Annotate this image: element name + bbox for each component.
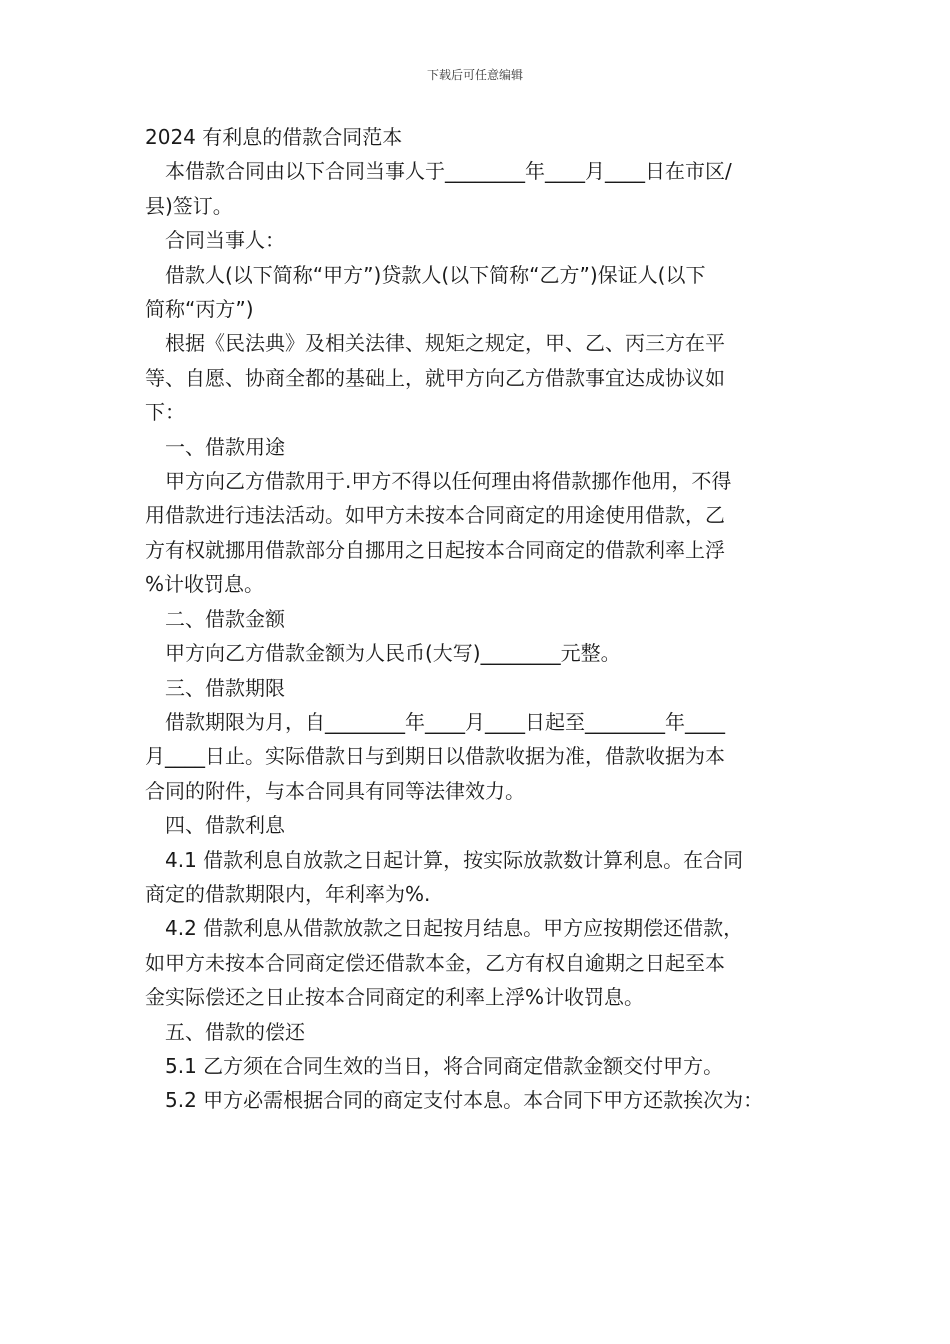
text-line: 合同的附件，与本合同具有同等法律效力。 bbox=[145, 778, 525, 803]
text-line: 甲方向乙方借款用于.甲方不得以任何理由将借款挪作他用，不得 bbox=[145, 469, 732, 494]
text-line: 4.1 借款利息自放款之日起计算，按实际放款数计算利息。在合同 bbox=[145, 847, 744, 872]
text-line: 借款期限为月，自________年____月____日起至________年____ bbox=[145, 709, 725, 734]
text-line: 二、借款金额 bbox=[145, 606, 285, 631]
header-note: 下载后可任意编辑 bbox=[426, 68, 523, 82]
text-line: 县)签订。 bbox=[145, 193, 233, 218]
text-line: 商定的借款期限内，年利率为%. bbox=[145, 881, 431, 906]
document-body bbox=[145, 120, 810, 1118]
text-line: 本借款合同由以下合同当事人于________年____月____日在市区/ bbox=[145, 159, 732, 184]
text-line: 五、借款的偿还 bbox=[145, 1019, 305, 1044]
text-line: 方有权就挪用借款部分自挪用之日起按本合同商定的借款利率上浮 bbox=[145, 537, 725, 562]
document-text bbox=[145, 154, 810, 1117]
text-line: 如甲方未按本合同商定偿还借款本金，乙方有权自逾期之日起至本 bbox=[145, 950, 725, 975]
text-line: %计收罚息。 bbox=[145, 572, 265, 597]
text-line: 三、借款期限 bbox=[145, 675, 285, 700]
text-line: 甲方向乙方借款金额为人民币(大写)________元整。 bbox=[145, 641, 621, 666]
text-line: 月____日止。实际借款日与到期日以借款收据为准，借款收据为本 bbox=[145, 744, 725, 769]
text-line: 用借款进行违法活动。如甲方未按本合同商定的用途使用借款，乙 bbox=[145, 503, 725, 528]
text-line: 下： bbox=[145, 400, 185, 425]
text-line: 等、自愿、协商全都的基础上，就甲方向乙方借款事宜达成协议如 bbox=[145, 365, 725, 390]
text-line: 简称“丙方”) bbox=[145, 297, 254, 322]
document-title: 2024 有利息的借款合同范本 bbox=[145, 125, 403, 149]
text-line: 一、借款用途 bbox=[145, 434, 285, 459]
text-line: 根据《民法典》及相关法律、规矩之规定，甲、乙、丙三方在平 bbox=[145, 331, 725, 356]
text-line: 4.2 借款利息从借款放款之日起按月结息。甲方应按期偿还借款， bbox=[145, 916, 744, 941]
text-line: 借款人(以下简称“甲方”)贷款人(以下简称“乙方”)保证人(以下 bbox=[145, 262, 706, 287]
text-line: 金实际偿还之日止按本合同商定的利率上浮%计收罚息。 bbox=[145, 985, 645, 1010]
text-line: 合同当事人： bbox=[145, 228, 285, 253]
text-line: 5.2 甲方必需根据合同的商定支付本息。本合同下甲方还款挨次为： bbox=[145, 1088, 764, 1113]
text-line: 四、借款利息 bbox=[145, 813, 285, 838]
text-line: 5.1 乙方须在合同生效的当日，将合同商定借款金额交付甲方。 bbox=[145, 1053, 724, 1078]
